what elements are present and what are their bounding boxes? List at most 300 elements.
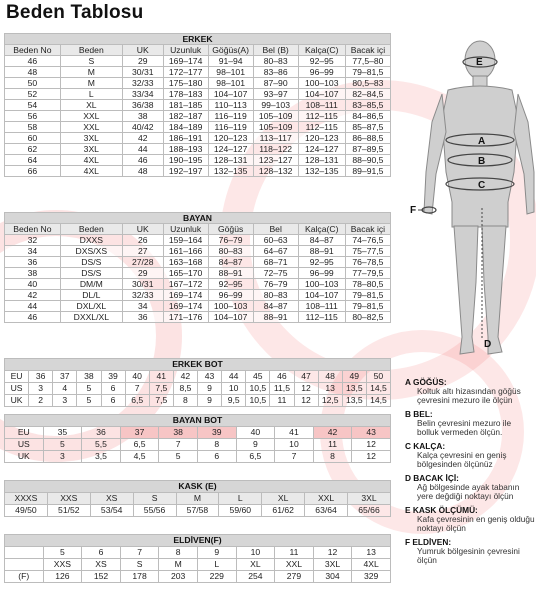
column-header: Kalça(C) — [298, 224, 345, 235]
table-cell: 8 — [313, 451, 352, 463]
table-cell: 4 — [53, 383, 77, 395]
table-cell: 11 — [270, 395, 294, 407]
table-cell: 79–81,5 — [345, 301, 390, 312]
table-cell: 41 — [149, 371, 173, 383]
table-cell: 60 — [5, 133, 61, 144]
table-row — [5, 383, 391, 395]
table-cell: 7 — [120, 547, 159, 559]
table-cell: M — [60, 78, 122, 89]
table-cell: 84–87 — [208, 257, 253, 268]
table-cell: 163–168 — [163, 257, 208, 268]
table-cell: 29 — [122, 268, 163, 279]
table-cell: 7 — [275, 451, 314, 463]
table-cell: 92–95 — [208, 279, 253, 290]
table-cell: 87–90 — [253, 78, 298, 89]
table-cell: 47 — [294, 371, 318, 383]
table-cell: 59/60 — [219, 505, 262, 517]
table-cell: XL — [236, 559, 275, 571]
table-cell: 7 — [125, 383, 149, 395]
table-cell: 3 — [29, 383, 53, 395]
table-cell: 91–94 — [208, 56, 253, 67]
table-cell: 14,5 — [366, 383, 390, 395]
table-cell: DM/M — [60, 279, 122, 290]
table-cell: 36/38 — [122, 100, 163, 111]
table-cell: 100–103 — [208, 301, 253, 312]
table-cell: 44 — [122, 144, 163, 155]
table-cell: 80–82,5 — [345, 312, 390, 323]
table-cell: 83–85,5 — [345, 100, 390, 111]
column-header: Uzunluk — [163, 45, 208, 56]
table-cell: 5 — [77, 395, 101, 407]
table-cell: 5 — [159, 451, 198, 463]
table-cell: 56 — [5, 111, 61, 122]
legend-title: E KASK ÖLÇÜMÜ: — [405, 505, 478, 515]
table-cell: 36 — [82, 427, 121, 439]
table-cell: 60–63 — [253, 235, 298, 246]
table-cell: 66 — [5, 166, 61, 177]
table-cell: 104–107 — [208, 89, 253, 100]
table-cell: 76–78,5 — [345, 257, 390, 268]
table-cell: 203 — [159, 571, 198, 583]
table-cell: 46 — [122, 155, 163, 166]
table-cell: 6 — [82, 547, 121, 559]
table-cell: 12 — [313, 547, 352, 559]
table-cell: 12 — [294, 395, 318, 407]
table-cell: S — [133, 493, 176, 505]
table-cell: 105–109 — [253, 111, 298, 122]
table-cell: 78–80,5 — [345, 279, 390, 290]
table-cell: L — [60, 89, 122, 100]
table-cell: 112–115 — [298, 312, 345, 323]
table-cell: XXL — [60, 111, 122, 122]
table-cell: 100–103 — [298, 279, 345, 290]
table-cell: 96–99 — [298, 67, 345, 78]
table-cell: 50 — [5, 78, 61, 89]
table-cell: 42 — [173, 371, 197, 383]
table-cell: 62 — [5, 144, 61, 155]
table-cell: 3XL — [60, 133, 122, 144]
table-row — [5, 246, 391, 257]
table-cell: 9,5 — [222, 395, 246, 407]
eldiven-header: ELDİVEN(F) — [5, 535, 391, 547]
table-cell: 12 — [294, 383, 318, 395]
table-cell: 44 — [222, 371, 246, 383]
table-cell: 39 — [101, 371, 125, 383]
table-cell: 124–127 — [298, 144, 345, 155]
table-cell: M — [60, 67, 122, 78]
table-cell: 40 — [5, 279, 61, 290]
table-cell: 124–127 — [208, 144, 253, 155]
table-cell: 54 — [5, 100, 61, 111]
table-cell: XS — [90, 493, 133, 505]
table-cell: 39 — [197, 427, 236, 439]
table-cell: DS/S — [60, 257, 122, 268]
table-row — [5, 268, 391, 279]
table-row — [5, 144, 391, 155]
erkek-header: ERKEK — [5, 34, 391, 45]
table-cell: 88–91 — [298, 246, 345, 257]
table-cell: 104–107 — [298, 89, 345, 100]
table-cell: 8,5 — [173, 383, 197, 395]
table-cell: 8 — [159, 547, 198, 559]
table-cell: 11 — [313, 439, 352, 451]
table-cell: 96–99 — [208, 290, 253, 301]
table-cell: 84–86,5 — [345, 111, 390, 122]
table-cell: 33/34 — [122, 89, 163, 100]
table-cell: 52 — [5, 89, 61, 100]
column-header: Beden — [60, 45, 122, 56]
row-label: US — [5, 439, 44, 451]
row-label: EU — [5, 427, 44, 439]
table-cell: 6,5 — [236, 451, 275, 463]
table-cell: 172–177 — [163, 67, 208, 78]
table-cell: 53/54 — [90, 505, 133, 517]
table-row — [5, 89, 391, 100]
table-cell: XXL — [275, 559, 314, 571]
table-cell: XXXS — [5, 493, 48, 505]
table-cell: 152 — [82, 571, 121, 583]
table-cell: 11,5 — [270, 383, 294, 395]
table-cell: 4XL — [60, 155, 122, 166]
table-cell: 80–83 — [253, 56, 298, 67]
table-cell: 30/31 — [122, 67, 163, 78]
bayan-bot-header: BAYAN BOT — [5, 415, 391, 427]
table-cell: 3XL — [60, 144, 122, 155]
table-cell: 9 — [236, 439, 275, 451]
table-cell: DXXL/XL — [60, 312, 122, 323]
erkek-column-headers — [5, 45, 391, 56]
table-cell: 100–103 — [298, 78, 345, 89]
table-cell: 99–103 — [253, 100, 298, 111]
table-cell: 80,5–83 — [345, 78, 390, 89]
kask-header: KASK (E) — [5, 481, 391, 493]
table-cell: 27 — [122, 246, 163, 257]
eldiven-table — [4, 534, 391, 583]
label-a: A — [478, 136, 486, 147]
table-cell: 32/33 — [122, 78, 163, 89]
bayan-size-table — [4, 212, 391, 323]
table-cell: 7,5 — [149, 395, 173, 407]
table-cell: 65/66 — [348, 505, 391, 517]
table-cell: 118–122 — [253, 144, 298, 155]
table-row — [5, 371, 391, 383]
table-cell: 42 — [313, 427, 352, 439]
table-cell: 44 — [5, 301, 61, 312]
table-cell: XXS — [43, 559, 82, 571]
table-cell: 112–115 — [298, 111, 345, 122]
legend-description: Kalça çevresini en geniş bölgesinden ölçünüz — [417, 450, 507, 469]
row-label: EU — [5, 371, 29, 383]
table-cell: 13,5 — [342, 395, 366, 407]
table-row — [5, 290, 391, 301]
table-cell: 10 — [275, 439, 314, 451]
kask-value-row — [5, 505, 391, 517]
measurement-legend — [405, 378, 535, 570]
table-cell: 5,5 — [82, 439, 121, 451]
table-cell: 30/31 — [122, 279, 163, 290]
label-c: C — [478, 180, 486, 191]
table-cell: 4,5 — [120, 451, 159, 463]
table-cell: 132–135 — [208, 166, 253, 177]
table-cell: 110–113 — [208, 100, 253, 111]
table-row — [5, 312, 391, 323]
table-cell: 188–193 — [163, 144, 208, 155]
table-cell: 12 — [352, 451, 391, 463]
table-row — [5, 451, 391, 463]
table-cell: 108–111 — [298, 301, 345, 312]
table-cell: 88–90,5 — [345, 155, 390, 166]
table-cell: 89–91,5 — [345, 166, 390, 177]
table-cell: 4XL — [60, 166, 122, 177]
table-cell: 254 — [236, 571, 275, 583]
table-cell: 116–119 — [208, 111, 253, 122]
legend-description: Koltuk altı hizasından göğüs çevresini mezuro ile ölçün — [417, 386, 521, 405]
table-cell: 49/50 — [5, 505, 48, 517]
table-row — [5, 235, 391, 246]
eldiven-number-row — [5, 547, 391, 559]
table-cell: 35 — [43, 427, 82, 439]
table-cell: DXS/XS — [60, 246, 122, 257]
table-cell: 13 — [318, 383, 342, 395]
table-cell: DXXS — [60, 235, 122, 246]
table-cell: 46 — [5, 56, 61, 67]
table-cell: 190–195 — [163, 155, 208, 166]
table-cell: 13 — [352, 547, 391, 559]
table-cell: 112–115 — [298, 122, 345, 133]
table-cell: S — [60, 56, 122, 67]
table-cell: 40 — [125, 371, 149, 383]
table-cell: 41 — [275, 427, 314, 439]
table-cell: 7 — [159, 439, 198, 451]
table-cell: 3,5 — [82, 451, 121, 463]
table-cell: 57/58 — [176, 505, 219, 517]
table-cell: 182–187 — [163, 111, 208, 122]
table-cell: 120–123 — [298, 133, 345, 144]
eldiven-size-row — [5, 559, 391, 571]
table-cell: 132–135 — [298, 166, 345, 177]
label-b: B — [478, 156, 486, 167]
table-cell: 169–174 — [163, 301, 208, 312]
column-header: Beden — [60, 224, 122, 235]
legend-title: C KALÇA: — [405, 441, 446, 451]
table-cell: 5 — [77, 383, 101, 395]
table-cell: 165–170 — [163, 268, 208, 279]
table-cell: L — [219, 493, 262, 505]
table-cell: XL — [60, 100, 122, 111]
table-cell: 108–111 — [298, 100, 345, 111]
column-header: Bel — [253, 224, 298, 235]
table-cell: 42 — [5, 290, 61, 301]
table-cell: XXS — [47, 493, 90, 505]
table-cell: 192–197 — [163, 166, 208, 177]
table-cell: 64–67 — [253, 246, 298, 257]
legend-title: F ELDİVEN: — [405, 537, 452, 547]
table-row — [5, 439, 391, 451]
table-cell: 3 — [53, 395, 77, 407]
column-header: UK — [122, 45, 163, 56]
table-cell: 83–86 — [253, 67, 298, 78]
table-cell: 9 — [197, 547, 236, 559]
table-cell: 86–88,5 — [345, 133, 390, 144]
table-cell: 13,5 — [342, 383, 366, 395]
table-cell: 175–180 — [163, 78, 208, 89]
table-cell: 40/42 — [122, 122, 163, 133]
table-cell: 12 — [352, 439, 391, 451]
table-cell: 96–99 — [298, 268, 345, 279]
table-cell: 92–95 — [298, 56, 345, 67]
column-header: Bel (B) — [253, 45, 298, 56]
table-row — [5, 427, 391, 439]
column-header: Bacak içi — [345, 45, 390, 56]
table-cell: 10,5 — [246, 383, 270, 395]
bayan-column-headers — [5, 224, 391, 235]
table-cell: XXL — [305, 493, 348, 505]
table-cell: 10,5 — [246, 395, 270, 407]
table-cell: 43 — [352, 427, 391, 439]
table-cell: 38 — [159, 427, 198, 439]
table-cell: 9 — [198, 395, 222, 407]
table-cell: 88–91 — [253, 312, 298, 323]
table-cell: 10 — [222, 383, 246, 395]
legend-title: D BACAK İÇİ: — [405, 473, 459, 483]
legend-item — [405, 506, 535, 533]
table-cell: 123–127 — [253, 155, 298, 166]
table-cell: 167–172 — [163, 279, 208, 290]
table-cell: 104–107 — [298, 290, 345, 301]
table-cell: 79–81,5 — [345, 290, 390, 301]
table-row — [5, 395, 391, 407]
table-cell: 80–83 — [253, 290, 298, 301]
table-cell: 184–189 — [163, 122, 208, 133]
legend-title: B BEL: — [405, 409, 433, 419]
table-cell: S — [120, 559, 159, 571]
table-cell: 34 — [5, 246, 61, 257]
table-cell: 6 — [197, 451, 236, 463]
table-cell: 10 — [236, 547, 275, 559]
table-cell: 6,5 — [125, 395, 149, 407]
table-cell: 279 — [275, 571, 314, 583]
table-cell: 116–119 — [208, 122, 253, 133]
table-cell: 82–84,5 — [345, 89, 390, 100]
table-cell: 7,5 — [149, 383, 173, 395]
table-cell: 126 — [43, 571, 82, 583]
legend-description: Belin çevresini mezuro ile bolluk vermeden ölçün. — [417, 418, 512, 437]
table-cell: 77,5–80 — [345, 56, 390, 67]
table-row — [5, 257, 391, 268]
table-row — [5, 166, 391, 177]
table-cell: 32 — [5, 235, 61, 246]
column-header: UK — [122, 224, 163, 235]
table-cell: 120–123 — [208, 133, 253, 144]
table-cell: 2 — [29, 395, 53, 407]
column-header: Bacak içi — [345, 224, 390, 235]
table-cell: 12,5 — [318, 395, 342, 407]
table-cell: 34 — [122, 301, 163, 312]
table-cell: 45 — [246, 371, 270, 383]
table-row — [5, 100, 391, 111]
table-row — [5, 155, 391, 166]
legend-description: Kafa çevresinin en geniş olduğu noktayı ölçün — [417, 514, 535, 533]
table-cell: 6,5 — [120, 439, 159, 451]
table-cell: 85–87,5 — [345, 122, 390, 133]
table-cell: 8 — [173, 395, 197, 407]
table-cell: 55/56 — [133, 505, 176, 517]
legend-description: Yumruk bölgesinin çevresini ölçün — [417, 546, 520, 565]
table-cell: 61/62 — [262, 505, 305, 517]
table-cell: 29 — [122, 56, 163, 67]
row-label: (F) — [5, 571, 44, 583]
table-cell: 304 — [313, 571, 352, 583]
table-cell: 38 — [122, 111, 163, 122]
table-cell: 178 — [120, 571, 159, 583]
table-cell: 3XL — [313, 559, 352, 571]
table-cell: 171–176 — [163, 312, 208, 323]
table-cell: 128–132 — [253, 166, 298, 177]
table-cell: 36 — [29, 371, 53, 383]
table-cell: 26 — [122, 235, 163, 246]
legend-item — [405, 378, 535, 405]
page-title: Beden Tablosu — [6, 2, 144, 23]
table-cell: 76–79 — [208, 235, 253, 246]
table-cell: 11 — [275, 547, 314, 559]
table-cell: 9 — [198, 383, 222, 395]
table-cell: 75–77,5 — [345, 246, 390, 257]
table-row — [5, 122, 391, 133]
column-header: Beden No — [5, 224, 61, 235]
table-cell: 105–109 — [253, 122, 298, 133]
legend-item — [405, 538, 535, 565]
table-cell: XXL — [60, 122, 122, 133]
column-header: Beden No — [5, 45, 61, 56]
erkek-bot-table — [4, 358, 391, 407]
kask-table — [4, 480, 391, 517]
column-header: Göğüs(A) — [208, 45, 253, 56]
erkek-size-table — [4, 33, 391, 177]
table-cell: 3 — [43, 451, 82, 463]
table-cell: 186–191 — [163, 133, 208, 144]
eldiven-value-row — [5, 571, 391, 583]
table-cell: 4XL — [352, 559, 391, 571]
table-cell: 3XL — [348, 493, 391, 505]
kask-size-row — [5, 493, 391, 505]
body-measurement-figure — [396, 22, 536, 372]
table-cell: 88–91 — [208, 268, 253, 279]
table-cell: 87–89,5 — [345, 144, 390, 155]
table-cell: 64 — [5, 155, 61, 166]
table-cell: 161–166 — [163, 246, 208, 257]
table-cell: 6 — [101, 395, 125, 407]
table-cell: 63/64 — [305, 505, 348, 517]
legend-item — [405, 442, 535, 469]
table-cell: 51/52 — [47, 505, 90, 517]
table-cell: 80–83 — [208, 246, 253, 257]
table-row — [5, 111, 391, 122]
table-cell: L — [197, 559, 236, 571]
table-cell: 48 — [318, 371, 342, 383]
table-cell: 93–97 — [253, 89, 298, 100]
row-label: UK — [5, 395, 29, 407]
table-cell: 178–183 — [163, 89, 208, 100]
legend-item — [405, 410, 535, 437]
table-cell: 37 — [53, 371, 77, 383]
table-cell: 36 — [122, 312, 163, 323]
table-cell: M — [176, 493, 219, 505]
table-cell: 229 — [197, 571, 236, 583]
table-cell: DXL/XL — [60, 301, 122, 312]
table-cell: DS/S — [60, 268, 122, 279]
table-row — [5, 133, 391, 144]
table-cell: 98–101 — [208, 67, 253, 78]
